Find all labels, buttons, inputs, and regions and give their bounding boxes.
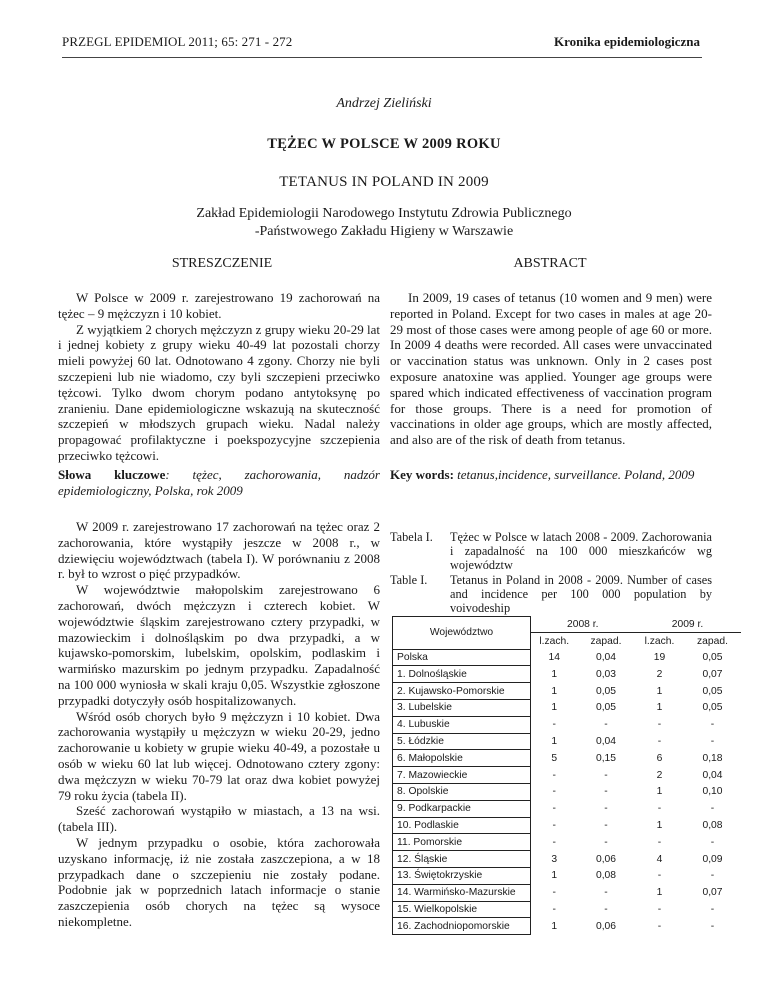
region-name: 8. Opolskie [393,783,531,800]
column-header-incidence-2009: zapad. [697,635,728,647]
cases-2009: 19 [653,651,666,663]
region-name: Polska [393,649,531,666]
cases-2008: 1 [551,920,558,932]
cases-2008: 5 [551,752,558,764]
keywords-text: : tężec, zachorowania, nadzór epidemiologiczny, Polska, rok 2009 [58,467,380,498]
incidence-2009: 0,07 [702,668,723,680]
region-name: 3. Lubelskie [393,699,531,716]
column-header-year-2009: 2009 r. [635,617,741,633]
column-header-cases-2009: l.zach. [644,635,675,647]
cases-2008: 1 [551,702,558,714]
incidence-2009: - [710,903,715,915]
region-name: 7. Mazowieckie [393,767,531,784]
cases-2009: 1 [656,702,663,714]
region-name: 16. Zachodniopomorskie [393,918,531,935]
caption-text: Tężec w Polsce w latach 2008 - 2009. Zachorowania i zapadalność na 100 000 mieszkańców wg województw [450,530,712,573]
author: Andrzej Zieliński [336,96,432,111]
section-name: Kronika epidemiologiczna [553,34,700,49]
incidence-2009: - [710,920,715,932]
keywords-polish [58,467,380,499]
cases-2008: - [552,887,556,899]
cases-2008: - [552,786,556,798]
region-name: 6. Małopolskie [393,750,531,767]
incidence-2008: 0,06 [595,853,617,865]
table-row [393,867,741,884]
incidence-2008: - [604,887,608,899]
incidence-2009: - [710,836,715,848]
body-paragraph: Sześć zachorowań wystąpiło w miastach, a 13 na wsi. (tabela III). [58,803,380,835]
cases-2009: 6 [656,752,663,764]
incidence-2008: 0,15 [595,752,617,764]
keywords-label: Słowa kluczowe [58,467,166,482]
region-name: 2. Kujawsko-Pomorskie [393,683,531,700]
keywords-label: Key words: [390,467,454,482]
cases-2009: 1 [656,685,663,697]
table-row [393,733,741,750]
abstract-paragraph: In 2009, 19 cases of tetanus (10 women and 9 men) were reported in Poland. Except for two cases in males at age 20-29 most of those cases were among people of age 60 or more. In 2009 4 deaths were recorded. All cases were unvaccinated or vaccination status was unknown. Only in 2 cases post exposure anatoxine was applied. Younger age groups were spared which indicated effectiveness of vaccination program for those groups. There is a need for promotion of vaccinations in older age groups, which are mostly affected, and also are of the risk of death from tetanus. [390,290,712,448]
title-english: TETANUS IN POLAND IN 2009 [279,174,489,190]
cases-2008: - [552,769,556,781]
institution-line-1: Zakład Epidemiologii Narodowego Instytutu Zdrowia Publicznego [196,206,572,221]
tetanus-table [392,616,741,935]
table-row [393,767,741,784]
incidence-2009: - [710,735,715,747]
incidence-2008: - [604,903,608,915]
cases-2008: - [552,819,556,831]
streszczenie-paragraph: W Polsce w 2009 r. zarejestrowano 19 zachorowań na tężec – 9 mężczyzn i 10 kobiet. [58,290,380,321]
column-header-incidence-2008: zapad. [590,635,622,647]
body-paragraph: W 2009 r. zarejestrowano 17 zachorowań na tężec oraz 2 zachorowania, które wystąpiły jeszcze w 2008 r., w dziewięciu województwach (tabela I). W porównaniu z 2008 r. był to wzrost o pięć przypadków. [58,519,380,582]
table-row [393,834,741,851]
caption-polish [390,530,712,573]
body-text [58,519,380,930]
region-name: 12. Śląskie [393,851,531,868]
journal-citation: PRZEGL EPIDEMIOL 2011; 65: 271 - 272 [62,34,293,49]
table-row [393,716,741,733]
incidence-2009: 0,04 [702,769,723,781]
cases-2008: 1 [551,735,558,747]
streszczenie-heading: STRESZCZENIE [171,256,273,271]
incidence-2008: - [604,819,608,831]
cases-2009: 1 [656,819,663,831]
body-paragraph: W jednym przypadku o osobie, która zachorowała uzyskano informację, iż nie została zaszczepiona, a w 18 przypadkach dane o szczepieniu nie zostały podane. Podobnie jak w poprzednich latach informacje o stanie zaszczepienia osób chorych na tężec są wysoce niekompletne. [58,834,380,929]
incidence-2008: 0,04 [595,651,617,663]
table-row [393,918,741,935]
table-row [393,800,741,817]
table-row [393,649,741,666]
incidence-2008: - [604,803,608,815]
table-caption [390,530,712,615]
caption-english [390,573,712,616]
cases-2008: - [552,836,556,848]
incidence-2009: 0,05 [702,685,723,697]
table-row [393,817,741,834]
cases-2008: 14 [548,651,560,663]
incidence-2009: 0,18 [702,752,723,764]
column-header-cases-2008: l.zach. [539,635,570,647]
header-rule [62,57,702,58]
abstract-text [390,290,712,448]
incidence-2009: 0,08 [702,819,723,831]
cases-2009: - [657,836,662,848]
region-name: 1. Dolnośląskie [393,666,531,683]
table-row [393,683,741,700]
body-paragraph: W województwie małopolskim zarejestrowano 6 zachorowań, dwóch mężczyzn i czterech kobiet. W województwie śląskim zarejestrowano cztery przypadki, w mazowieckim i dolnośląskim po dwa przypadki, a w kujawsko-pomorskim, lubelskim, opolskim, podlaskim i warmińsko mazurskim po jednym przypadku. Zapadalność na 100 000 wyniosła w skali kraju 0,05. Wszystkie zgłoszone przypadki dotyczyły osób hospitalizowanych. [58,582,380,708]
keywords-text: tetanus,incidence, surveillance. Poland, 2009 [453,467,695,482]
incidence-2009: 0,05 [702,702,723,714]
cases-2008: 1 [551,685,558,697]
cases-2009: - [657,870,662,882]
region-name: 10. Podlaskie [393,817,531,834]
region-name: 5. Łódzkie [393,733,531,750]
region-name: 11. Pomorskie [393,834,531,851]
caption-text: Tetanus in Poland in 2008 - 2009. Number of cases and incidence per 100 000 population by voivodeship [450,572,712,616]
cases-2008: 1 [551,668,558,680]
cases-2008: 3 [551,853,558,865]
table-row [393,783,741,800]
incidence-2008: 0,04 [595,735,617,747]
cases-2008: - [552,719,556,731]
incidence-2008: 0,06 [595,920,617,932]
cases-2008: - [552,903,556,915]
table-row [393,884,741,901]
cases-2008: - [552,803,556,815]
incidence-2008: - [604,836,608,848]
incidence-2009: - [710,719,715,731]
region-name: 13. Świętokrzyskie [393,867,531,884]
table-row [393,901,741,918]
institution-line-2: -Państwowego Zakładu Higieny w Warszawie [254,224,514,239]
incidence-2009: 0,10 [702,786,723,798]
column-header-year-2008: 2008 r. [531,617,635,633]
cases-2008: 1 [551,870,558,882]
incidence-2008: 0,05 [595,685,617,697]
table-row [393,750,741,767]
region-name: 14. Warmińsko-Mazurskie [393,884,531,901]
cases-2009: - [657,903,662,915]
cases-2009: 1 [656,887,663,899]
title-polish: TĘŻEC W POLSCE W 2009 ROKU [267,136,501,152]
cases-2009: 2 [656,668,663,680]
incidence-2008: 0,03 [595,668,617,680]
incidence-2009: - [710,870,715,882]
keywords-english [390,467,712,483]
incidence-2008: 0,05 [595,702,617,714]
streszczenie-paragraph: Z wyjątkiem 2 chorych mężczyzn z grupy wieku 20-29 lat i jednej kobiety z grupy wieku 40-49 lat pozostali chorzy mieli powyżej 60 lat. Odnotowano 4 zgony. Chorzy nie byli szczepieni lub nie wiadomo, czy byli szczepieni przeciwko tężcowi. Tylko dwom chorym podano antytoksynę po zranieniu. Dane epidemiologiczne wskazują na skuteczność szczepień w młodszych grupach wieku. Nadal należy propagować profilaktyczne i poekspozycyjne szczepienia przeciwko tężcowi. [58,321,380,463]
cases-2009: 1 [656,786,663,798]
caption-tag: Tabela I. [390,530,433,544]
incidence-2009: 0,05 [702,651,723,663]
cases-2009: 2 [656,769,663,781]
column-header-region: Województwo [393,617,531,650]
caption-tag: Table I. [390,572,428,587]
table-row [393,851,741,868]
incidence-2008: - [604,769,608,781]
table-row [393,666,741,683]
incidence-2008: 0,08 [595,870,617,882]
incidence-2009: - [710,803,715,815]
incidence-2009: 0,09 [702,853,723,865]
incidence-2008: - [604,786,608,798]
region-name: 4. Lubuskie [393,716,531,733]
cases-2009: - [657,735,662,747]
incidence-2009: 0,07 [702,887,723,899]
cases-2009: - [657,920,662,932]
cases-2009: - [657,719,662,731]
cases-2009: 4 [656,853,663,865]
abstract-heading: ABSTRACT [513,256,587,271]
region-name: 9. Podkarpackie [393,800,531,817]
table-row [393,699,741,716]
incidence-2008: - [604,719,608,731]
cases-2009: - [657,803,662,815]
streszczenie-text [58,290,380,464]
body-paragraph: Wśród osób chorych było 9 mężczyzn i 10 kobiet. Dwa zachorowania wystąpiły u mężczyzn w wieku 20-29, jedno zachorowanie u kobiety w grupie wieku 40-49, a pozostałe u osób w wieku 60 lat lub więcej. Odnotowano cztery zgony: dwa mężczyzn w wieku 70-79 lat oraz dwa kobiet powyżej 79 roku życia (tabela II). [58,708,380,803]
region-name: 15. Wielkopolskie [393,901,531,918]
